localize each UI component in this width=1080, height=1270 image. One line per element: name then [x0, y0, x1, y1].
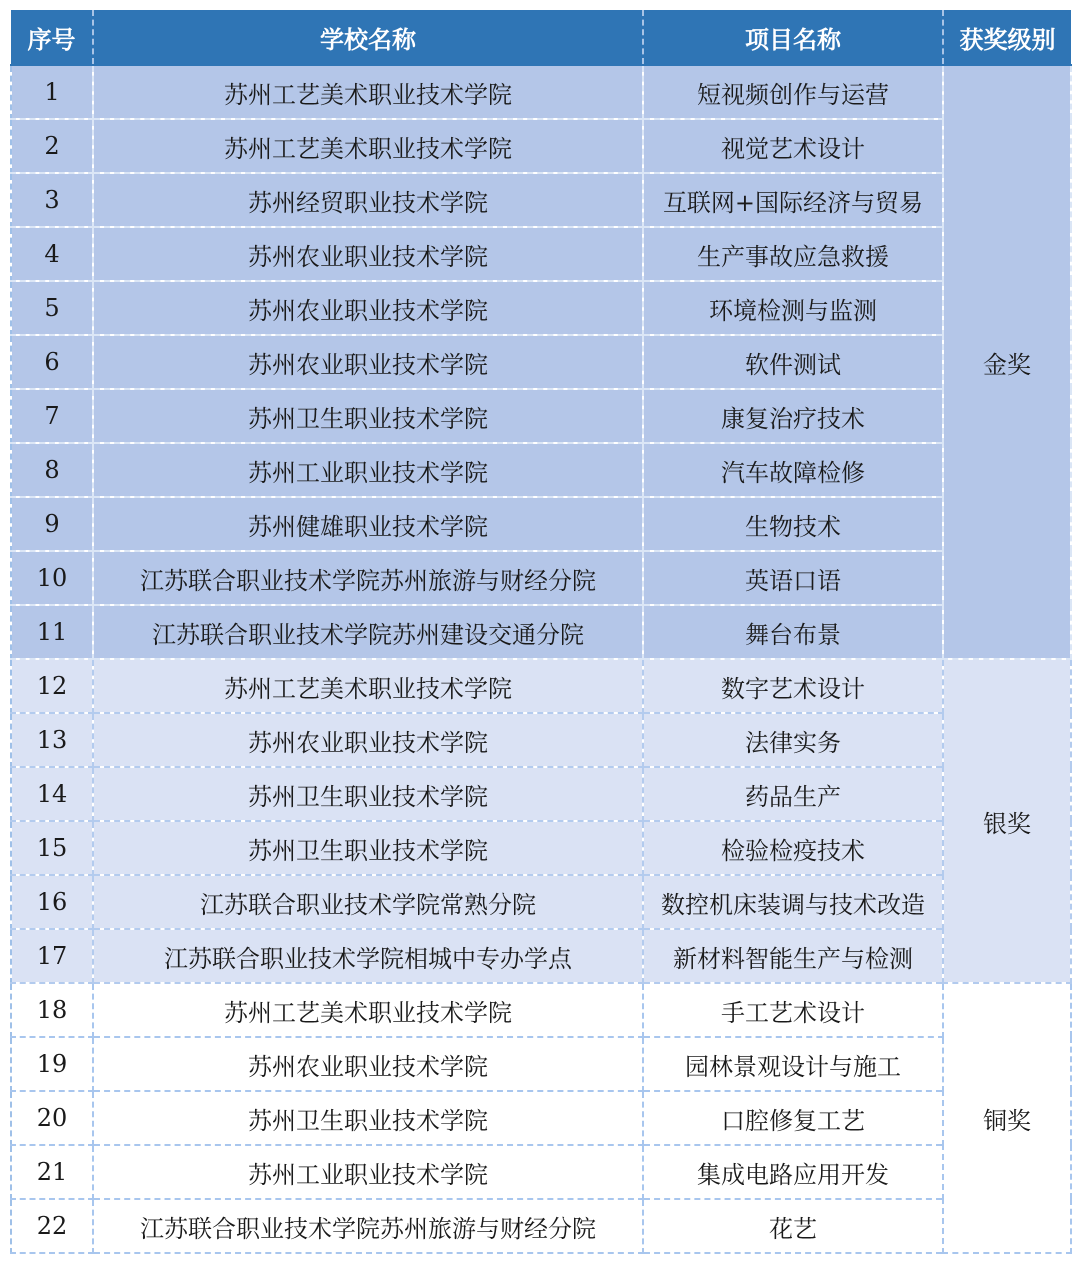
school-name: 苏州健雄职业技术学院 — [93, 497, 643, 551]
school-name: 苏州工业职业技术学院 — [93, 443, 643, 497]
table-row — [11, 605, 1071, 659]
table-row — [11, 443, 1071, 497]
row-index: 10 — [11, 551, 93, 605]
row-index: 20 — [11, 1091, 93, 1145]
project-name: 汽车故障检修 — [643, 443, 943, 497]
row-index: 21 — [11, 1145, 93, 1199]
project-name: 环境检测与监测 — [643, 281, 943, 335]
header-school: 学校名称 — [93, 10, 643, 65]
row-index: 17 — [11, 929, 93, 983]
award-level: 铜奖 — [943, 983, 1071, 1253]
table-row — [11, 281, 1071, 335]
school-name: 江苏联合职业技术学院苏州建设交通分院 — [93, 605, 643, 659]
project-name: 花艺 — [643, 1199, 943, 1253]
project-name: 口腔修复工艺 — [643, 1091, 943, 1145]
award-level: 银奖 — [943, 659, 1071, 983]
project-name: 生产事故应急救援 — [643, 227, 943, 281]
project-name: 短视频创作与运营 — [643, 65, 943, 119]
table-row — [11, 1199, 1071, 1253]
row-index: 16 — [11, 875, 93, 929]
table-row — [11, 227, 1071, 281]
table-row — [11, 119, 1071, 173]
table-row — [11, 1091, 1071, 1145]
header-award: 获奖级别 — [943, 10, 1071, 65]
row-index: 1 — [11, 65, 93, 119]
school-name: 苏州工业职业技术学院 — [93, 1145, 643, 1199]
project-name: 法律实务 — [643, 713, 943, 767]
header-index: 序号 — [11, 10, 93, 65]
table-row — [11, 929, 1071, 983]
school-name: 苏州工艺美术职业技术学院 — [93, 119, 643, 173]
header-project: 项目名称 — [643, 10, 943, 65]
row-index: 14 — [11, 767, 93, 821]
table-row — [11, 389, 1071, 443]
table-row — [11, 713, 1071, 767]
row-index: 4 — [11, 227, 93, 281]
table-row — [11, 551, 1071, 605]
table-row — [11, 65, 1071, 119]
table-row — [11, 659, 1071, 713]
project-name: 软件测试 — [643, 335, 943, 389]
table-row — [11, 1145, 1071, 1199]
row-index: 9 — [11, 497, 93, 551]
row-index: 12 — [11, 659, 93, 713]
row-index: 13 — [11, 713, 93, 767]
project-name: 舞台布景 — [643, 605, 943, 659]
award-level: 金奖 — [943, 65, 1071, 659]
table-row — [11, 983, 1071, 1037]
row-index: 5 — [11, 281, 93, 335]
project-name: 数字艺术设计 — [643, 659, 943, 713]
project-name: 集成电路应用开发 — [643, 1145, 943, 1199]
row-index: 18 — [11, 983, 93, 1037]
project-name: 英语口语 — [643, 551, 943, 605]
row-index: 3 — [11, 173, 93, 227]
project-name: 视觉艺术设计 — [643, 119, 943, 173]
school-name: 苏州农业职业技术学院 — [93, 335, 643, 389]
row-index: 19 — [11, 1037, 93, 1091]
school-name: 江苏联合职业技术学院苏州旅游与财经分院 — [93, 1199, 643, 1253]
table-body — [11, 65, 1071, 1253]
school-name: 苏州卫生职业技术学院 — [93, 767, 643, 821]
project-name: 手工艺术设计 — [643, 983, 943, 1037]
row-index: 6 — [11, 335, 93, 389]
row-index: 11 — [11, 605, 93, 659]
project-name: 新材料智能生产与检测 — [643, 929, 943, 983]
school-name: 苏州农业职业技术学院 — [93, 713, 643, 767]
school-name: 苏州农业职业技术学院 — [93, 1037, 643, 1091]
table-row — [11, 497, 1071, 551]
table-row — [11, 767, 1071, 821]
table-row — [11, 173, 1071, 227]
project-name: 互联网+国际经济与贸易 — [643, 173, 943, 227]
row-index: 8 — [11, 443, 93, 497]
project-name: 检验检疫技术 — [643, 821, 943, 875]
table-row — [11, 1037, 1071, 1091]
project-name: 园林景观设计与施工 — [643, 1037, 943, 1091]
project-name: 数控机床装调与技术改造 — [643, 875, 943, 929]
school-name: 苏州工艺美术职业技术学院 — [93, 659, 643, 713]
project-name: 药品生产 — [643, 767, 943, 821]
school-name: 苏州卫生职业技术学院 — [93, 1091, 643, 1145]
school-name: 苏州卫生职业技术学院 — [93, 821, 643, 875]
row-index: 2 — [11, 119, 93, 173]
school-name: 江苏联合职业技术学院常熟分院 — [93, 875, 643, 929]
row-index: 22 — [11, 1199, 93, 1253]
school-name: 苏州农业职业技术学院 — [93, 227, 643, 281]
school-name: 江苏联合职业技术学院苏州旅游与财经分院 — [93, 551, 643, 605]
table-row — [11, 875, 1071, 929]
school-name: 苏州工艺美术职业技术学院 — [93, 983, 643, 1037]
project-name: 康复治疗技术 — [643, 389, 943, 443]
project-name: 生物技术 — [643, 497, 943, 551]
row-index: 7 — [11, 389, 93, 443]
row-index: 15 — [11, 821, 93, 875]
header-row — [11, 10, 1071, 65]
school-name: 苏州农业职业技术学院 — [93, 281, 643, 335]
school-name: 苏州卫生职业技术学院 — [93, 389, 643, 443]
school-name: 苏州经贸职业技术学院 — [93, 173, 643, 227]
school-name: 苏州工艺美术职业技术学院 — [93, 65, 643, 119]
table-row — [11, 335, 1071, 389]
award-table — [10, 10, 1072, 1254]
table-row — [11, 821, 1071, 875]
table-header — [11, 10, 1071, 65]
school-name: 江苏联合职业技术学院相城中专办学点 — [93, 929, 643, 983]
